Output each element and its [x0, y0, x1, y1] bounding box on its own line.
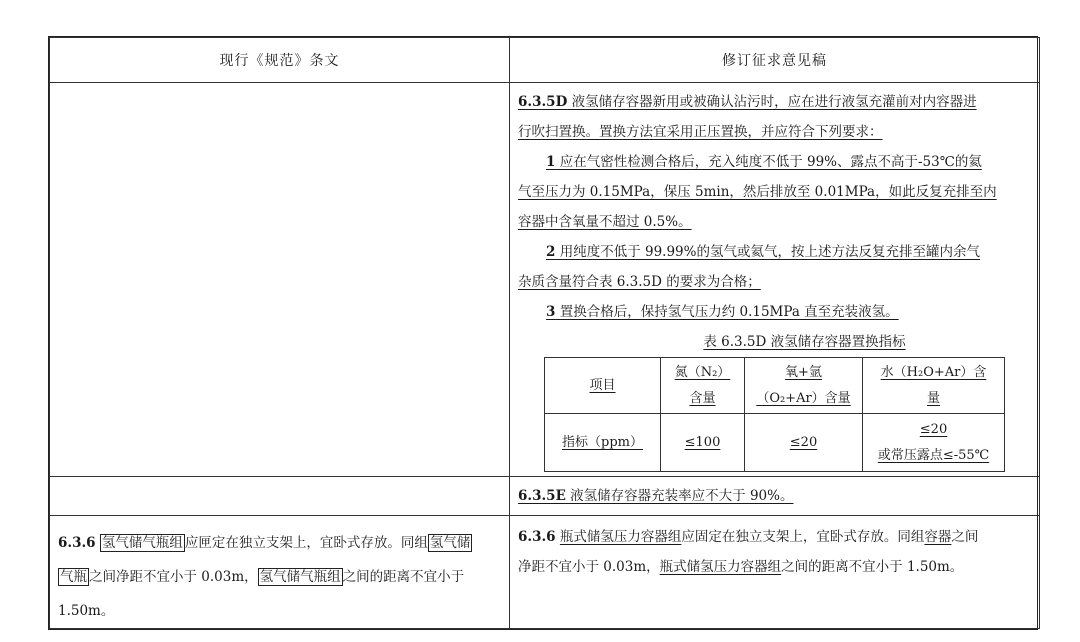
- sub-cell-nitrogen-value: ≤100: [661, 414, 745, 472]
- underlined-term: 瓶式储氢压力容器组: [659, 559, 782, 575]
- revision-comparison-document: [48, 36, 1038, 630]
- underlined-term: 容器: [924, 529, 952, 545]
- replacement-index-table: [544, 357, 1005, 472]
- item-number: 2: [546, 244, 556, 260]
- clause-635d-right: [510, 83, 1040, 477]
- sub-table-value-row: [545, 414, 1005, 472]
- clause-635e-left-empty: [50, 477, 510, 516]
- underlined-term: 瓶式储氢压力容器组: [559, 529, 682, 545]
- sub-cell-index-ppm: 指标（ppm）: [545, 414, 661, 472]
- boxed-term: 气瓶: [60, 569, 87, 585]
- item-number: 3: [546, 304, 556, 320]
- clause-635d-line1: [518, 87, 1031, 117]
- clause-text: 液氢储存容器充装率应不大于 90%。: [565, 488, 794, 504]
- item-number: 1: [546, 154, 556, 170]
- clause-number: 6.3.6: [58, 535, 96, 551]
- sub-header-oxygen-argon: 氧+氩 （O₂+Ar）含量: [745, 358, 863, 414]
- clause-number: 6.3.5E: [518, 488, 566, 504]
- sub-table-header-row: [545, 358, 1005, 414]
- sub-header-item: 项目: [545, 358, 661, 414]
- clause-number: 6.3.6: [518, 529, 556, 545]
- clause-number: 6.3.5D: [518, 94, 568, 110]
- clause-635d-left-empty: [50, 83, 510, 477]
- item-text: 用纯度不低于 99.99%的氢气或氦气，按上述方法反复充排至罐内余气: [555, 244, 980, 260]
- clause-636-left-line1: 6.3.6 氢气储气瓶组 应匣定在独立支架上，宜卧式存放。同组 氢气储: [58, 535, 471, 551]
- item3-line1: [518, 297, 1031, 327]
- header-row: [50, 38, 1040, 83]
- item1-line2: 气至压力为 0.15MPa，保压 5min，然后排放至 0.01MPa，如此反复充排至内: [518, 184, 997, 200]
- clause-635e-text: [518, 481, 1031, 511]
- clause-635d-line2: 行吹扫置换。置换方法宜采用正压置换，并应符合下列要求：: [518, 124, 883, 140]
- header-current-clause: 现行《规范》条文: [50, 38, 510, 83]
- clause-636-revised: [510, 516, 1040, 629]
- item2-line1: [518, 237, 1031, 267]
- clause-636-right-line1: 6.3.6 瓶式储氢压力容器组应固定在独立支架上，宜卧式存放。同组容器之间: [518, 529, 979, 545]
- item1-line3: 容器中含氧量不超过 0.5%。: [518, 214, 692, 230]
- sub-cell-oxygen-argon-value: ≤20: [745, 414, 863, 472]
- item-text: 应在气密性检测合格后，充入纯度不低于 99%、露点不高于-53℃的氦: [555, 154, 982, 170]
- sub-header-nitrogen: 氮（N₂） 含量: [661, 358, 745, 414]
- clause-635d-row: [50, 83, 1040, 477]
- boxed-term: 氢气储: [429, 535, 471, 551]
- sub-cell-water-value: ≤20 或常压露点≤-55℃: [863, 414, 1005, 472]
- item-text: 置换合格后，保持氢气压力约 0.15MPa 直至充装液氢。: [555, 304, 899, 320]
- header-revision-draft: 修订征求意见稿: [510, 38, 1040, 83]
- item1-line1: [518, 147, 1031, 177]
- boxed-term: 氢气储气瓶组: [259, 569, 341, 585]
- table-caption: 表 6.3.5D 液氢储存容器置换指标: [703, 334, 906, 350]
- clause-636-left-line3: 1.50m。: [58, 603, 115, 619]
- sub-header-water: 水（H₂O+Ar）含 量: [863, 358, 1005, 414]
- clause-635e-row: [50, 477, 1040, 516]
- clause-636-right-line2: 净距不宜小于 0.03m，瓶式储氢压力容器组之间的距离不宜小于 1.50m。: [518, 559, 964, 575]
- clause-635e-right: [510, 477, 1040, 516]
- clause-text: 液氢储存容器新用或被确认沾污时，应在进行液氢充灌前对内容器进: [567, 94, 977, 110]
- comparison-table: [49, 37, 1040, 629]
- item2-line2: 杂质含量符合表 6.3.5D 的要求为合格；: [518, 274, 761, 290]
- clause-636-row: [50, 516, 1040, 629]
- clause-636-current: [50, 516, 510, 629]
- clause-636-left-line2: 气瓶 之间净距不宜小于 0.03m， 氢气储气瓶组 之间的距离不宜小于: [60, 569, 465, 585]
- boxed-term: 氢气储气瓶组: [101, 535, 183, 551]
